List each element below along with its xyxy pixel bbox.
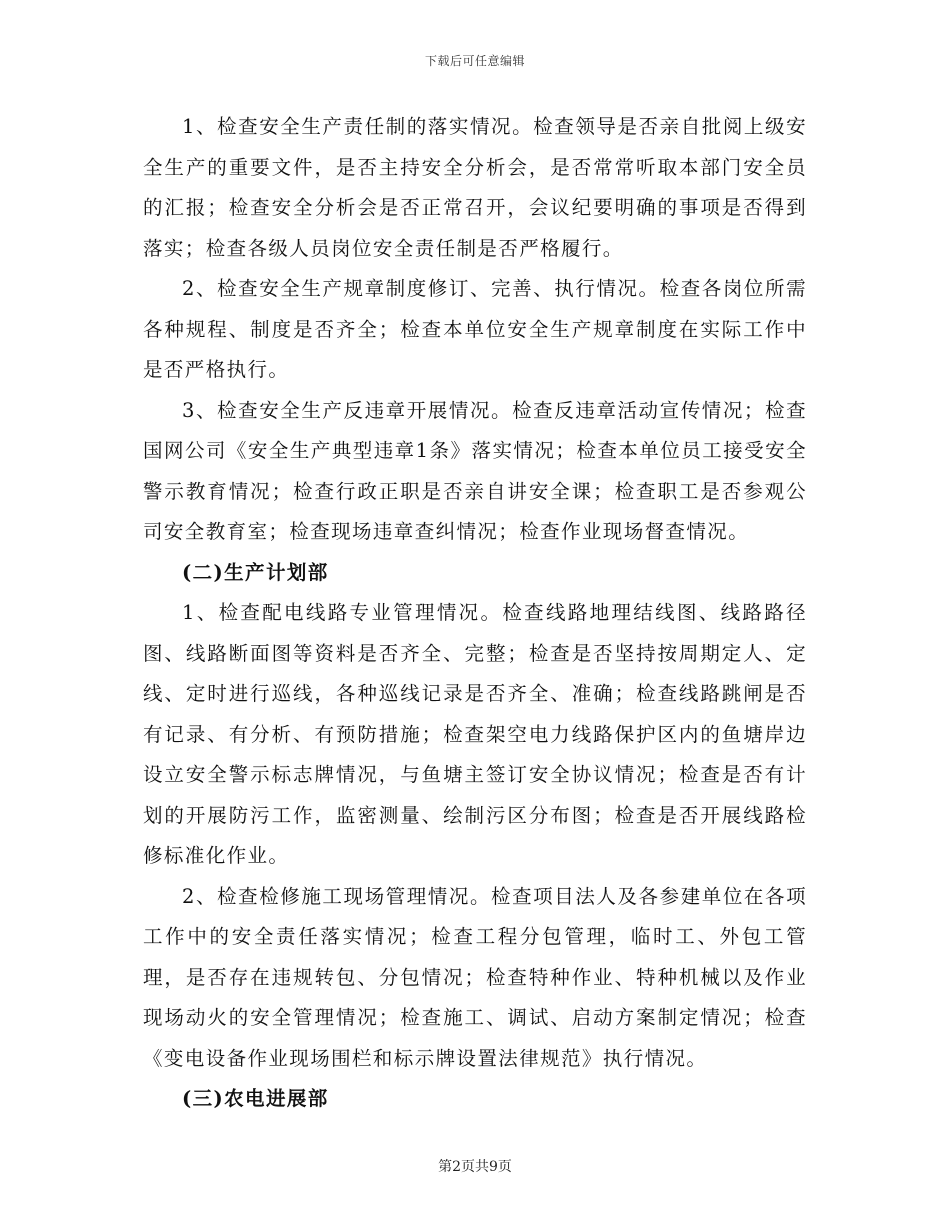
document-body (143, 107, 807, 1120)
page-number: 第2页共9页 (438, 1159, 512, 1175)
paragraph-rules-regulations: 2、检查安全生产规章制度修订、完善、执行情况。检查各岗位所需各种规程、制度是否齐全；检查本单位安全生产规章制度在实际工作中是否严格执行。 (143, 277, 807, 381)
paragraph-responsibility-system: 1、检查安全生产责任制的落实情况。检查领导是否亲自批阅上级安全生产的重要文件，是否主持安全分析会，是否常常听取本部门安全员的汇报；检查安全分析会是否正常召开，会议纪要明确的事项是否得到落实；检查各级人员岗位安全责任制是否严格履行。 (143, 115, 807, 260)
paragraph-distribution-lines: 1、检查配电线路专业管理情况。检查线路地理结线图、线路路径图、线路断面图等资料是否齐全、完整；检查是否坚持按周期定人、定线、定时进行巡线，各种巡线记录是否齐全、准确；检查线路跳闸是否有记录、有分析、有预防措施；检查架空电力线路保护区内的鱼塘岸边设立安全警示标志牌情况，与鱼塘主签订安全协议情况；检查是否有计划的开展防污工作，监密测量、绘制污区分布图；检查是否开展线路检修标准化作业。 (143, 601, 807, 867)
paragraph-anti-violation: 3、检查安全生产反违章开展情况。检查反违章活动宣传情况；检查国网公司《安全生产典型违章1条》落实情况；检查本单位员工接受安全警示教育情况；检查行政正职是否亲自讲安全课；检查职工是否参观公司安全教育室；检查现场违章查纠情况；检查作业现场督查情况。 (143, 398, 807, 543)
section-heading-production-planning: (二)生产计划部 (182, 560, 329, 584)
paragraph-construction-site: 2、检查检修施工现场管理情况。检查项目法人及各参建单位在各项工作中的安全责任落实情况；检查工程分包管理，临时工、外包工管理，是否存在违规转包、分包情况；检查特种作业、特种机械以及作业现场动火的安全管理情况；检查施工、调试、启动方案制定情况；检查《变电设备作业现场围栏和标示牌设置法律规范》执行情况。 (143, 884, 807, 1070)
section-heading-rural-power: (三)农电进展部 (182, 1087, 329, 1110)
page-header: 下载后可任意编辑 (424, 54, 525, 68)
